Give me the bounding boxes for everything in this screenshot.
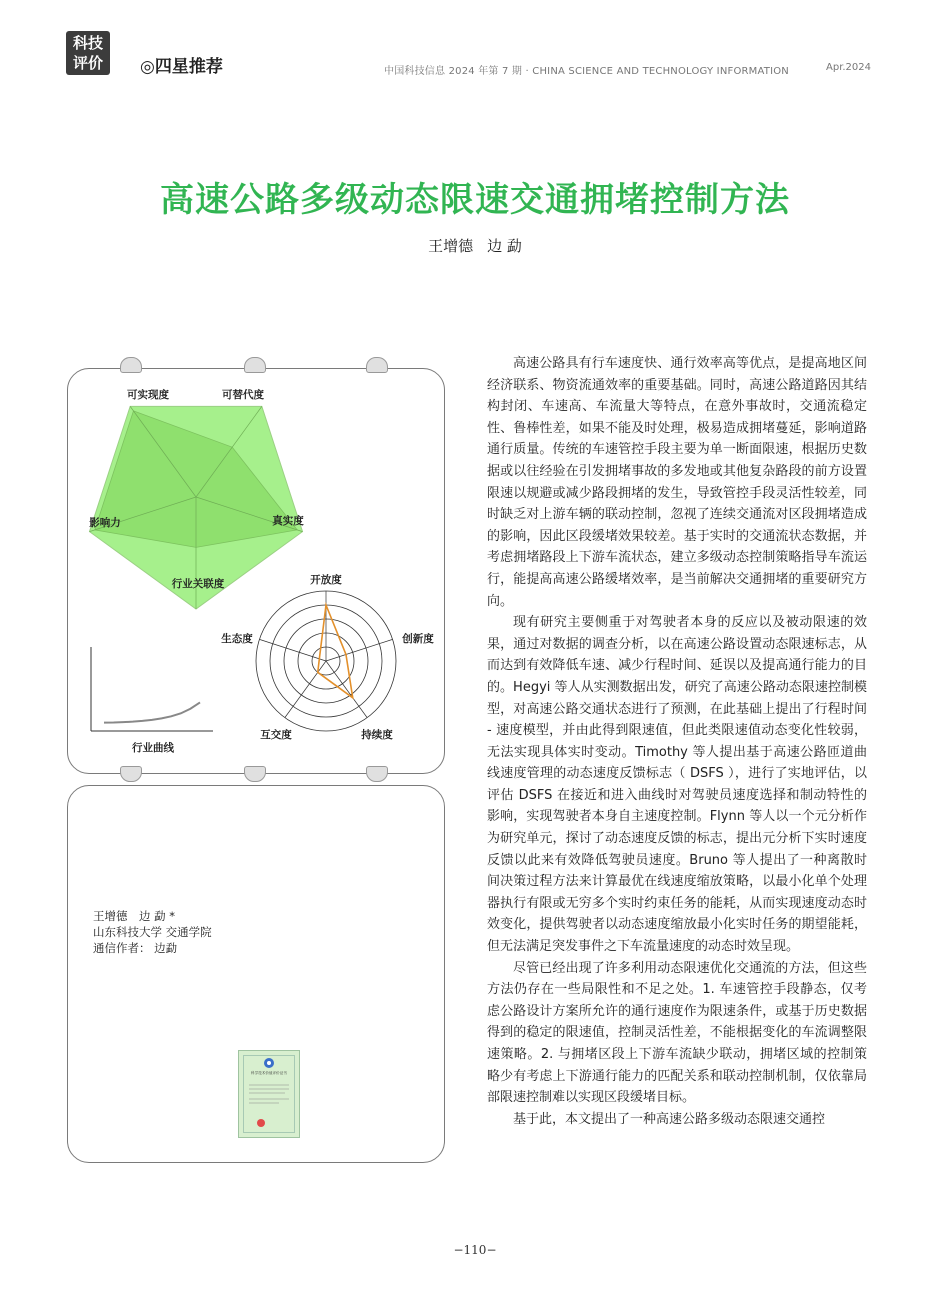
radar-label-4: 生态度 [221,633,253,645]
radar-spoke-1 [326,639,393,661]
radar-label-0: 开放度 [310,574,342,586]
paragraph-1: 高速公路具有行车速度快、通行效率高等优点，是提高地区间经济联系、物资流通效率的重要基础。同时，高速公路道路因其结构封闭、车速高、车流量大等特点，在意外事故时，交通流稳定性、鲁棒性差，如果不能及时处理，极易造成拥堵蔓延，影响道路通行质量。传统的车速管控手段主要为单一断面限速，根据历史数据或以往经验在引发拥堵事故的多发地或其他复杂路段的前方设置限速以规避或减少路段拥堵的发生，导致管控手段灵活性较差，同时缺乏对上游车辆的联动控制，忽视了连续交通流对区段拥堵造成的影响，因此区段缓堵效果较差。基于实时的交通流状态数据，并考虑拥堵路段上下游车流状态，建立多级动态控制策略指导车流运行，能提高高速公路缓堵效率，是当前解决交通拥堵的重要研究方向。 [487,356,867,609]
radar-label-2: 持续度 [361,729,393,741]
radar-label-1: 创新度 [402,633,434,645]
radar-label-3: 互交度 [260,729,292,741]
radar-spoke-4 [259,639,326,661]
author-2: 边 勐 [487,237,522,255]
radar-spoke-2 [326,661,367,718]
paragraph-2: 现有研究主要侧重于对驾驶者本身的反应以及被动限速的效果，通过对数据的调查分析，以在高速公路设置动态限速标志，从而达到有效降低车速、减少行程时间、延误以及提高通行能力的目的。Hegyi 等人从实测数据出发，研究了高速公路动态限速控制模型，对高速公路交通状态进行了预测，在此基础上提出了行程时间 - 速度模型，并由此得到限速值，但此类限速值动态变化性较弱，无法实现具体实时变动。Timothy 等人提出基于高速公路匝道曲线速度管理的动态速度反馈标志（ DSFS ），进行了实地评估，以评估 DSFS 在接近和进入曲线时对驾驶员速度选择和制动特性的影响，实现驾驶者本身自主速度控制。Flynn 等人以一个元分析作为研究单元，探讨了动态速度反馈的标志，提出元分析下实时速度反馈以此来有效降低驾驶员速度。Bruno 等人提出了一种离散时间决策过程方法来计算最优在线速度缩放策略，以最小化单个处理器执行有限或无穷多个实时约束任务的能耗，从而实现速度动态时效变化，提供驾驶者以动态速度缩放最小化实时任务的期望能耗，但无法满足突发事件之下车流量速度的动态时效呈现。 [487,615,867,955]
industry-curve-line [104,702,200,722]
affiliation-corresponding: 通信作者： 边勐 [93,941,178,955]
pentagon-label-3: 行业关联度 [171,578,225,590]
paragraph-3: 尽管已经出现了许多利用动态限速优化交通流的方法，但这些方法仍存在一些局限性和不足之处。1. 车速管控手段静态，仅考虑公路设计方案所允许的通行速度作为限速条件，或基于历史数据得到的稳定的限速值，控制灵活性差，不能根据变化的车流调整限速策略。2. 与拥堵区段上下游车流缺少联动，拥堵区域的控制策略少有考虑上下游通行能力的匹配关系和联动控制机制，仅依靠局部限速控制难以实现区段缓堵目标。 [487,960,867,1106]
article-body [487,353,867,1130]
journal-header: 中国科技信息 2024 年第 7 期 · CHINA SCIENCE AND TECHNOLOGY INFORMATION [384,66,789,77]
pentagon-radar-chart [89,388,304,609]
affiliation-authors: 王增德 边 勐 * [93,909,176,923]
page-number: −110− [453,1243,497,1257]
certificate-thumbnail [238,1050,300,1138]
pentagon-label-4: 影响力 [89,517,121,529]
certificate-emblem-icon [239,1051,299,1137]
circular-radar-chart [221,573,434,741]
logo-line-2: 评价 [72,54,103,72]
paragraph-4: 基于此，本文提出了一种高速公路多级动态限速交通控 [513,1111,826,1127]
industry-curve-chart [91,647,213,754]
pentagon-label-2: 真实度 [272,515,304,527]
author-1: 王增德 [428,237,474,255]
column-tag: ◎四星推荐 [140,57,223,77]
certificate-title: 科学技术价值评价证书 [251,1071,287,1075]
article-title: 高速公路多级动态限速交通拥堵控制方法 [160,180,790,220]
author-affiliation [93,908,212,956]
pentagon-label-1: 可替代度 [222,389,264,401]
curve-label: 行业曲线 [132,742,174,754]
affiliation-institution: 山东科技大学 交通学院 [93,925,212,939]
pentagon-label-0: 可实现度 [127,389,169,401]
radar-spoke-3 [285,661,326,718]
journal-date: Apr.2024 [826,62,872,73]
logo-line-1: 科技 [72,34,103,52]
